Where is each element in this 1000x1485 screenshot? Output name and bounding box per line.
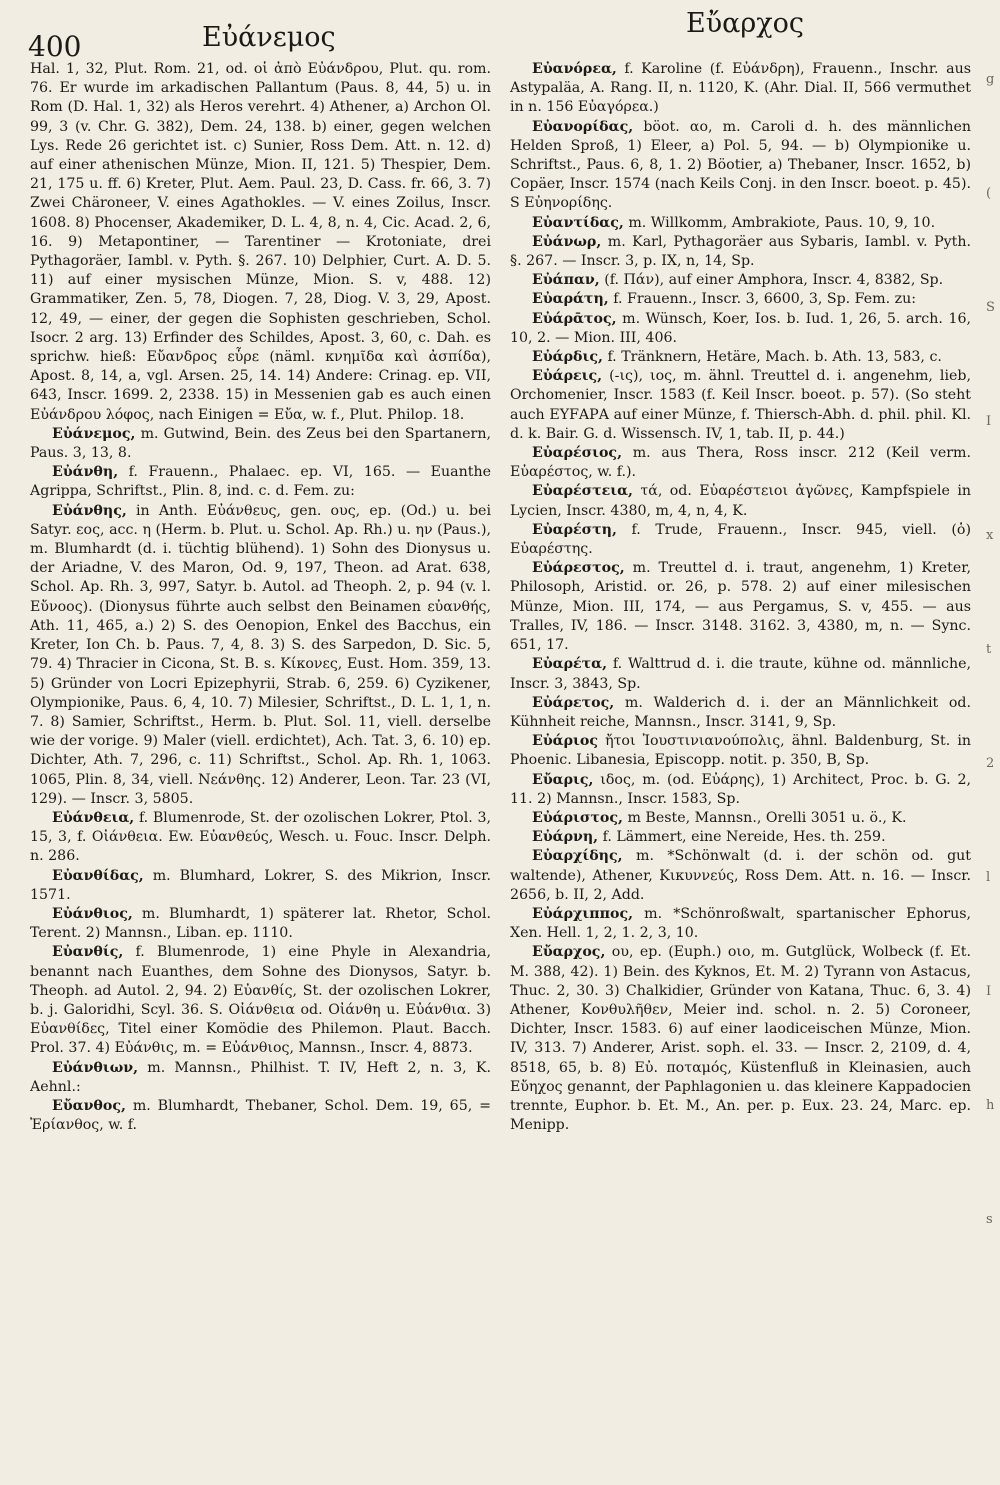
entry-text: f. Tränknern, Hetäre, Mach. b. Ath. 13, 583, c.: [607, 349, 942, 366]
margin-fragment: S: [986, 300, 995, 315]
entry-text: m. Mannsn., Philhist. T. IV, Heft 2, n. 3, K. Aehnl.:: [30, 1059, 491, 1095]
entry-lemma: Εὐάνθης,: [52, 502, 127, 519]
entry-lemma: Εὐάρᾱτος,: [532, 310, 617, 327]
dictionary-entry: [510, 444, 971, 482]
entry-text: m. *Schönwalt (d. i. der schön od. gut waltende), Athener, Κικυννεύς, Ross Dem. Att. n. 16. — Inscr. 2656, b. II, 2, Add.: [510, 848, 972, 903]
entry-text: m. Blumhard, Lokrer, S. des Mikrion, Inscr. 1571.: [30, 867, 491, 903]
entry-text: (f. Πάν), auf einer Amphora, Inscr. 4, 8382, Sp.: [604, 272, 944, 289]
running-head-left: Εὐάνεμος: [202, 22, 336, 53]
entry-text: m. Gutwind, Bein. des Zeus bei den Spartanern, Paus. 3, 13, 8.: [30, 425, 491, 462]
margin-fragment: l: [986, 870, 991, 885]
dictionary-entry: [510, 521, 971, 559]
entry-text: τά, od. Εὐαρέστειοι ἀγῶνες, Kampfspiele in Lycien, Inscr. 4380, m, 4, n, 4, K.: [510, 483, 971, 519]
dictionary-entry: [510, 655, 971, 693]
entry-text: in Anth. Εὐάνθευς, gen. ους, ep. (Od.) u. bei Satyr. εος, acc. η (Herm. b. Plut. u. Schol. Ap. Rh.) u. ην (Paus.), m. Blumhardt (d. i. tüchtig blühend). 1) Sohn des Dionysus u. der Ariadne, V. des Maron, Od. 9, 197, Theon. ad Arat. 638, Schol. Ap. Rh. 3, 997, Satyr. b. Autol. ad Theoph. 2, p. 94 (v. l. Εὔνοος). (Dionysus führte auch selbst den Beinamen εὐανθής, Ath. 11, 465, a.) 2) S. des Oenopion, Enkel des Bacchus, ein Kreter, Ion Ch. b. Paus. 7, 4, 8. 3) S. des Sarpedon, D. Sic. 5, 79. 4) Thracier in Cicona, St. B. s. Κίκονες, Eust. Hom. 359, 13. 5) Gründer von Locri Epizephyrii, Strab. 6, 259. 6) Cyzikener, Olympionike, Paus. 6, 4, 10. 7) Milesier, Schriftst., D. L. 1, 1, n. 7. 8) Samier, Schriftst., Herm. b. Plut. Sol. 11, viell. derselbe wie der vorige. 9) Maler (viell. erdichtet), Ach. Tat. 3, 6. 10) ep. Dichter, Ath. 7, 296, c. 11) Schriftst., Schol. Ap. Rh. 1, 1063. 1065, Plin. 8, 34, viell. Νεάνθης. 12) Anderer, Leon. Tar. 23 (VI, 129). — Inscr. 3, 5805.: [30, 502, 491, 807]
dictionary-entry: [30, 809, 491, 867]
entry-text: ιδος, m. (od. Εὐάρης), 1) Architect, Proc. b. G. 2, 11. 2) Mannsn., Inscr. 1583, Sp.: [510, 771, 971, 807]
dictionary-entry: [510, 943, 971, 1135]
entry-lemma: Εὐάνθεια,: [52, 809, 135, 826]
right-column: [510, 60, 971, 1135]
dictionary-entry: [510, 847, 971, 905]
dictionary-entry: [30, 905, 491, 943]
entry-lemma: Εὐάπαν,: [532, 272, 600, 289]
margin-fragment: I: [986, 414, 992, 429]
dictionary-entry: [510, 732, 971, 770]
dictionary-entry: [510, 482, 971, 520]
left-column: [30, 60, 491, 1135]
dictionary-entry: [30, 867, 491, 905]
entry-text: m. Blumhardt, Thebaner, Schol. Dem. 19, 65, = Ἐρίανθος, w. f.: [30, 1097, 491, 1134]
entry-lemma: Εὐαράτη,: [532, 291, 609, 308]
entry-text: f. Blumenrode, St. der ozolischen Lokrer, Ptol. 3, 15, 3, f. Οἰάνθεια. Ew. Εὐανθεύς, Wesch. u. Fouc. Inscr. Delph. n. 286.: [30, 809, 491, 865]
entry-text: m. aus Thera, Ross inscr. 212 (Keil verm. Εὐαρέστος, w. f.).: [510, 445, 971, 481]
entry-lemma: Εὐανορίδας,: [532, 118, 634, 135]
margin-fragment: s: [986, 1212, 993, 1227]
entry-text: Hal. 1, 32, Plut. Rom. 21, od. οἱ ἀπὸ Εὐάνδρου, Plut. qu. rom. 76. Er wurde im arkadischen Pallantum (Paus. 8, 44, 5) u. in Rom (D. Hal. 1, 32) als Heros verehrt. 4) Athener, a) Archon Ol. 99, 3 (v. Chr. G. 382), Dem. 24, 138. b) einer, gegen welchen Lys. Rede 26 gerichtet ist. c) Sunier, Ross Dem. Att. n. 12. d) auf einer athenischen Münze, Mion. II, 121. 5) Thespier, Dem. 21, 175 u. ff. 6) Kreter, Plut. Aem. Paul. 23, D. Cass. fr. 66, 3. 7) Zwei Chäroneer, V. eines Agathokles. — V. eines Zoilus, Inscr. 1608. 8) Phocenser, Akademiker, D. L. 4, 8, n. 4, Cic. Acad. 2, 6, 16. 9) Metapontiner, — Tarentiner — Krotoniate, drei Pythagoräer, Iambl. v. Pyth. §. 267. 10) Delphier, Curt. A. D. 5. 11) auf einer mysischen Münze, Mion. S. v, 488. 12) Grammatiker, Zen. 5, 78, Diogen. 7, 28, Diog. V. 3, 29, Apost. 12, 49, — einer, der gegen die Sophisten geschrieben, Schol. Isocr. 2 arg. 13) Erfinder des Schildes, Apost. 3, 60, c. Dah. es sprichw. hieß: Εὔανδρος εὗρε (näml. κνημῖδα καὶ ἀσπίδα), Apost. 8, 14, a, vgl. Arsen. 25, 14. 14) Andere: Crinag. ep. VII, 643, Inscr. 1699. 2, 2338. 15) in Messenien gab es auch einen Εὐάνδρου λόφος, nach Einigen = Εὔα, w. f., Plut. Philop. 18.: [30, 61, 491, 423]
entry-lemma: Εὐάρεστος,: [532, 560, 625, 577]
dictionary-entry: [30, 943, 491, 1058]
entry-text: m. Walderich d. i. der an Männlichkeit od. Kühnheit reiche, Mannsn., Inscr. 3141, 9, Sp.: [510, 694, 971, 730]
entry-lemma: Εὐάνθιων,: [52, 1059, 139, 1076]
entry-lemma: Εὔαρχος,: [532, 944, 606, 961]
dictionary-entry: [510, 348, 971, 367]
margin-fragments: [986, 60, 998, 1229]
margin-fragment: t: [986, 642, 992, 657]
entry-text: böot. αο, m. Caroli d. h. des männlichen Helden Sproß, 1) Eleer, a) Pol. 5, 94. — b) Olympionike u. Schriftst., Paus. 6, 8, 1. 2) Böotier, a) Thebaner, Inscr. 1652, b) Copäer, Inscr. 1574 (nach Keils Conj. in den Inscr. boeot. p. 45). S Εὐηνορίδης.: [510, 118, 971, 212]
entry-text: ου, ep. (Euph.) οιο, m. Gutglück, Wolbeck (f. Et. M. 388, 42). 1) Bein. des Kyknos, Et. M. 2) Tyrann von Astacus, Thuc. 2, 30. 3) Chalkidier, Gründer von Katana, Thuc. 6, 3. 4) Athener, Κονθυλῆθεν, Meier ind. schol. n. 2. 5) Coroneer, Dichter, Inscr. 1583. 6) auf einer laodiceischen Münze, Mion. IV, 313. 7) Anderer, Arist. soph. el. 33. — Inscr. 2, 2109, d. 4, 8518, 65, b. 8) Εὐ. ποταμός, Küstenfluß in Kleinasien, auch Εὔηχος genannt, der Paphlagonien u. das kleinere Kappadocien trennte, Euphor. b. Et. M., An. per. p. Eux. 23. 24, Marc. ep. Menipp.: [510, 944, 971, 1134]
entry-lemma: Εὐαρέτα,: [532, 656, 608, 673]
entry-text: m. Karl, Pythagoräer aus Sybaris, Iambl. v. Pyth. §. 267. — Inscr. 3, p. IX, n, 14, Sp.: [510, 233, 971, 270]
page-number: 400: [28, 30, 82, 63]
entry-lemma: Εὐαντίδας,: [532, 214, 624, 231]
entry-lemma: Εὔανθος,: [52, 1097, 126, 1114]
dictionary-entry: [30, 1059, 491, 1097]
entry-lemma: Εὐάρνη,: [532, 829, 599, 846]
entry-text: ἤτοι Ἰουστινιανούπολις, ähnl. Baldenburg, St. in Phoenic. Libanesia, Episcopp. notit. p. 350, B, Sp.: [510, 733, 971, 769]
dictionary-entry: [30, 463, 491, 501]
dictionary-entry: [30, 60, 491, 425]
entry-text: m. *Schönroßwalt, spartanischer Ephorus, Xen. Hell. 1, 2, 1. 2, 3, 10.: [510, 905, 971, 942]
entry-text: f. Frauenn., Inscr. 3, 6600, 3, Sp. Fem. zu:: [613, 291, 917, 308]
dictionary-entry: [510, 559, 971, 655]
entry-lemma: Εὐαρχίδης,: [532, 848, 623, 865]
dictionary-entry: [510, 271, 971, 290]
margin-fragment: I: [986, 984, 992, 999]
dictionary-entry: [510, 828, 971, 847]
entry-text: m Beste, Mannsn., Orelli 3051 u. ö., K.: [627, 809, 907, 826]
entry-lemma: Εὐαρέστεια,: [532, 483, 633, 500]
dictionary-entry: [510, 60, 971, 118]
entry-text: f. Trude, Frauenn., Inscr. 945, viell. (ὁ) Εὐαρέστης.: [510, 521, 971, 558]
dictionary-entry: [510, 771, 971, 809]
entry-lemma: Εὐάρετος,: [532, 694, 615, 711]
dictionary-entry: [510, 905, 971, 943]
entry-lemma: Εὐανόρεα,: [532, 61, 617, 77]
entry-text: f. Walttrud d. i. die traute, kühne od. männliche, Inscr. 3, 3843, Sp.: [510, 656, 971, 692]
margin-fragment: g: [986, 72, 995, 87]
entry-lemma: Εὐάνεμος,: [52, 425, 136, 442]
dictionary-entry: [510, 310, 971, 348]
entry-lemma: Εὐάρδις,: [532, 349, 603, 366]
entry-text: f. Blumenrode, 1) eine Phyle in Alexandria, benannt nach Euanthes, dem Sohne des Dionysos, Satyr. b. Theoph. ad Autol. 2, 94. 2) Εὐανθίς, St. der ozolischen Lokrer, b. j. Galoridhi, Scyl. 36. S. Οἰάνθεια od. Οἰάνθη u. Εὐάνθια. 3) Εὐανθίδες, Titel einer Komödie des Philemon. Plaut. Bacch. Prol. 37. 4) Εὐάνθις, m. = Εὐάνθιος, Mannsn., Inscr. 4, 8873.: [30, 944, 491, 1057]
entry-text: f. Lämmert, eine Nereide, Hes. th. 259.: [602, 829, 886, 846]
running-head-right: Εὔαρχος: [686, 8, 804, 39]
entry-text: (-ις), ιος, m. ähnl. Treuttel d. i. angenehm, lieb, Orchomenier, Inscr. 1583 (f. Keil Inscr. boeot. p. 57). (So steht auch ΕΥFΑΡΑ auf einer Münze, f. Thiersch-Abh. d. phil. phil. Kl. d. k. Bair. G. d. Wissensch. IV, 1, tab. II, p. 44.): [510, 368, 971, 442]
entry-lemma: Εὐάριος: [532, 733, 598, 750]
dictionary-entry: [510, 694, 971, 732]
entry-lemma: Εὐάνθη,: [52, 464, 119, 481]
dictionary-entry: [510, 809, 971, 828]
margin-fragment: 2: [986, 756, 995, 771]
entry-text: f. Karoline (f. Εὐάνδρη), Frauenn., Inschr. aus Astypaläa, A. Rang. II, n. 1120, K. (Ahr. Dial. II, 566 vermuthet in n. 156 Εὐαγόρεα.): [510, 61, 971, 116]
dictionary-entry: [30, 1097, 491, 1135]
entry-lemma: Εὐάρεις,: [532, 368, 603, 385]
entry-lemma: Εὐάνωρ,: [532, 233, 602, 250]
margin-fragment: (: [986, 186, 992, 201]
entry-text: f. Frauenn., Phalaec. ep. VI, 165. — Euanthe Agrippa, Schriftst., Plin. 8, ind. c. d. Fem. zu:: [30, 464, 491, 500]
entry-text: m. Willkomm, Ambrakiote, Paus. 10, 9, 10.: [628, 214, 936, 231]
entry-lemma: Εὐαρέσιος,: [532, 445, 623, 462]
entry-lemma: Εὔαρις,: [532, 771, 594, 788]
dictionary-entry: [510, 214, 971, 233]
entry-lemma: Εὐανθίδας,: [52, 867, 144, 884]
dictionary-entry: [30, 502, 491, 809]
dictionary-entry: [510, 233, 971, 271]
dictionary-entry: [510, 367, 971, 444]
dictionary-entry: [510, 290, 971, 309]
entry-text: m. Blumhardt, 1) späterer lat. Rhetor, Schol. Terent. 2) Mannsn., Liban. ep. 1110.: [30, 905, 492, 942]
entry-text: m. Wünsch, Koer, Ios. b. Iud. 1, 26, 5. arch. 16, 10, 2. — Mion. III, 406.: [510, 310, 972, 346]
entry-lemma: Εὐανθίς,: [52, 944, 124, 961]
entry-text: m. Treuttel d. i. traut, angenehm, 1) Kreter, Philosoph, Aristid. or. 26, p. 578. 2) auf einer milesischen Münze, Mion. III, 174, — aus Pergamus, S. v, 455. — aus Tralles, IV, 186. — Inscr. 3148. 3162. 3, 4380, m, n. — Sync. 651, 17.: [510, 560, 972, 654]
margin-fragment: h: [986, 1098, 995, 1113]
entry-lemma: Εὐαρέστη,: [532, 521, 617, 538]
entry-lemma: Εὐάρχιππος,: [532, 905, 634, 922]
entry-lemma: Εὐάνθιος,: [52, 905, 133, 922]
dictionary-entry: [510, 118, 971, 214]
entry-lemma: Εὐάριστος,: [532, 809, 623, 826]
dictionary-entry: [30, 425, 491, 463]
margin-fragment: x: [986, 528, 994, 543]
